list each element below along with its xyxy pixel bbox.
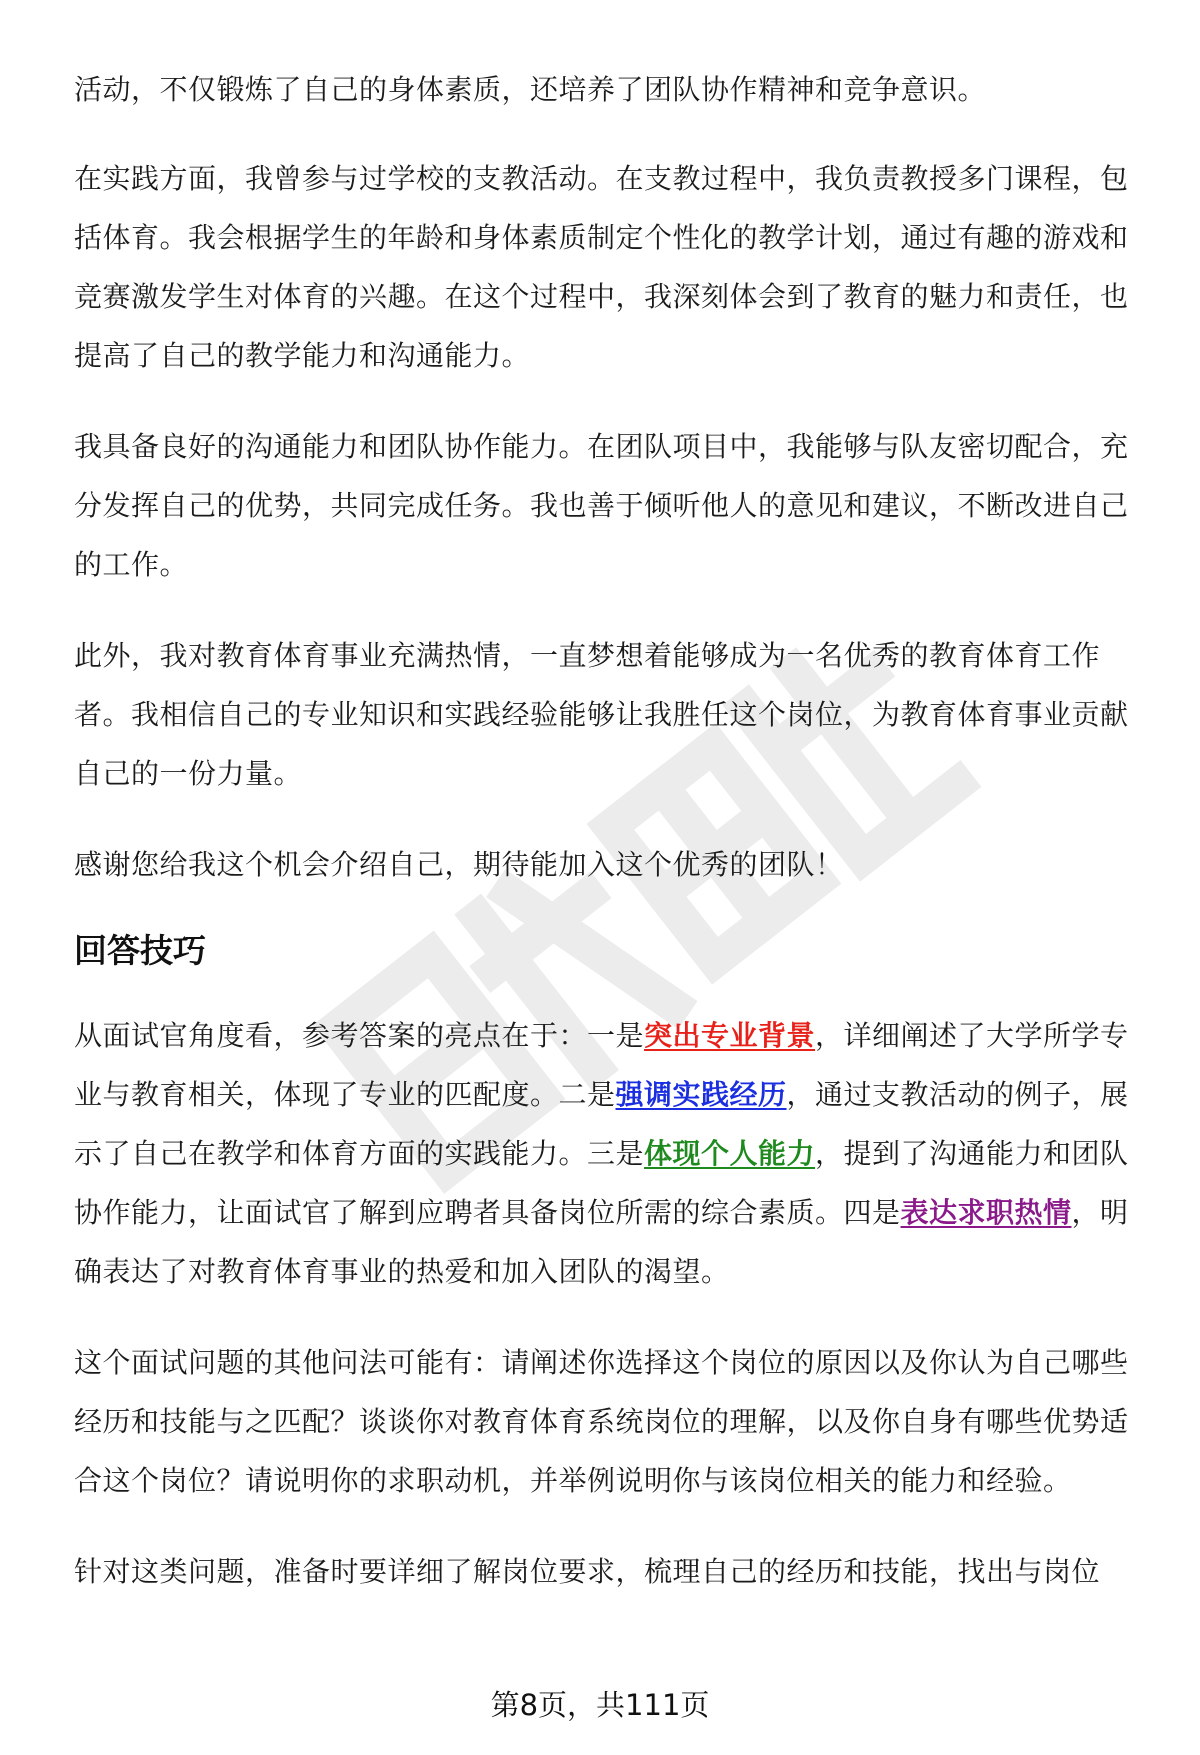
- tips-text-4: ，提到了沟通能力和团队协作能力，让面试官了解到应聘者具备岗位所需的综合素质。四是: [74, 1137, 1129, 1229]
- tips-text-5: ，明确表达了对教育体育事业的热爱和加入团队的渴望。: [74, 1196, 1129, 1288]
- highlight-job-passion: 表达求职热情: [900, 1196, 1072, 1229]
- document-body: [74, 60, 1144, 1633]
- paragraph-preparation: 针对这类问题，准备时要详细了解岗位要求，梳理自己的经历和技能，找出与岗位: [74, 1555, 1101, 1588]
- tips-text-1: 从面试官角度看，参考答案的亮点在于：一是: [74, 1019, 645, 1052]
- highlight-professional-background: 突出专业背景: [644, 1019, 816, 1052]
- paragraph-communication: 我具备良好的沟通能力和团队协作能力。在团队项目中，我能够与队友密切配合，充分发挥自己的优势，共同完成任务。我也善于倾听他人的意见和建议，不断改进自己的工作。: [74, 430, 1129, 581]
- paragraph-thanks: 感谢您给我这个机会介绍自己，期待能加入这个优秀的团队！: [74, 848, 844, 881]
- section-heading: 回答技巧: [74, 931, 206, 970]
- tips-text-2: ，详细阐述了大学所学专业与教育相关，体现了专业的匹配度。二是: [74, 1019, 1129, 1111]
- paragraph-activities: 活动，不仅锻炼了自己的身体素质，还培养了团队协作精神和竞争意识。: [74, 73, 987, 106]
- paragraph-alternative-questions: 这个面试问题的其他问法可能有：请阐述你选择这个岗位的原因以及你认为自己哪些经历和技能与之匹配？谈谈你对教育体育系统岗位的理解，以及你自身有哪些优势适合这个岗位？请说明你的求职动机，并举例说明你与该岗位相关的能力和经验。: [74, 1346, 1129, 1497]
- paragraph-practice: 在实践方面，我曾参与过学校的支教活动。在支教过程中，我负责教授多门课程，包括体育。我会根据学生的年龄和身体素质制定个性化的教学计划，通过有趣的游戏和竞赛激发学生对体育的兴趣。在这个过程中，我深刻体会到了教育的魅力和责任，也提高了自己的教学能力和沟通能力。: [74, 162, 1129, 372]
- highlight-personal-ability: 体现个人能力: [644, 1137, 816, 1170]
- page-number-footer: 第8页，共111页: [490, 1688, 710, 1722]
- tips-text-3: ，通过支教活动的例子，展示了自己在教学和体育方面的实践能力。三是: [74, 1078, 1129, 1170]
- paragraph-passion: 此外，我对教育体育事业充满热情，一直梦想着能够成为一名优秀的教育体育工作者。我相信自己的专业知识和实践经验能够让我胜任这个岗位，为教育体育事业贡献自己的一份力量。: [74, 639, 1129, 790]
- paragraph-tips: [74, 1006, 1144, 1301]
- highlight-practice-experience: 强调实践经历: [615, 1078, 787, 1111]
